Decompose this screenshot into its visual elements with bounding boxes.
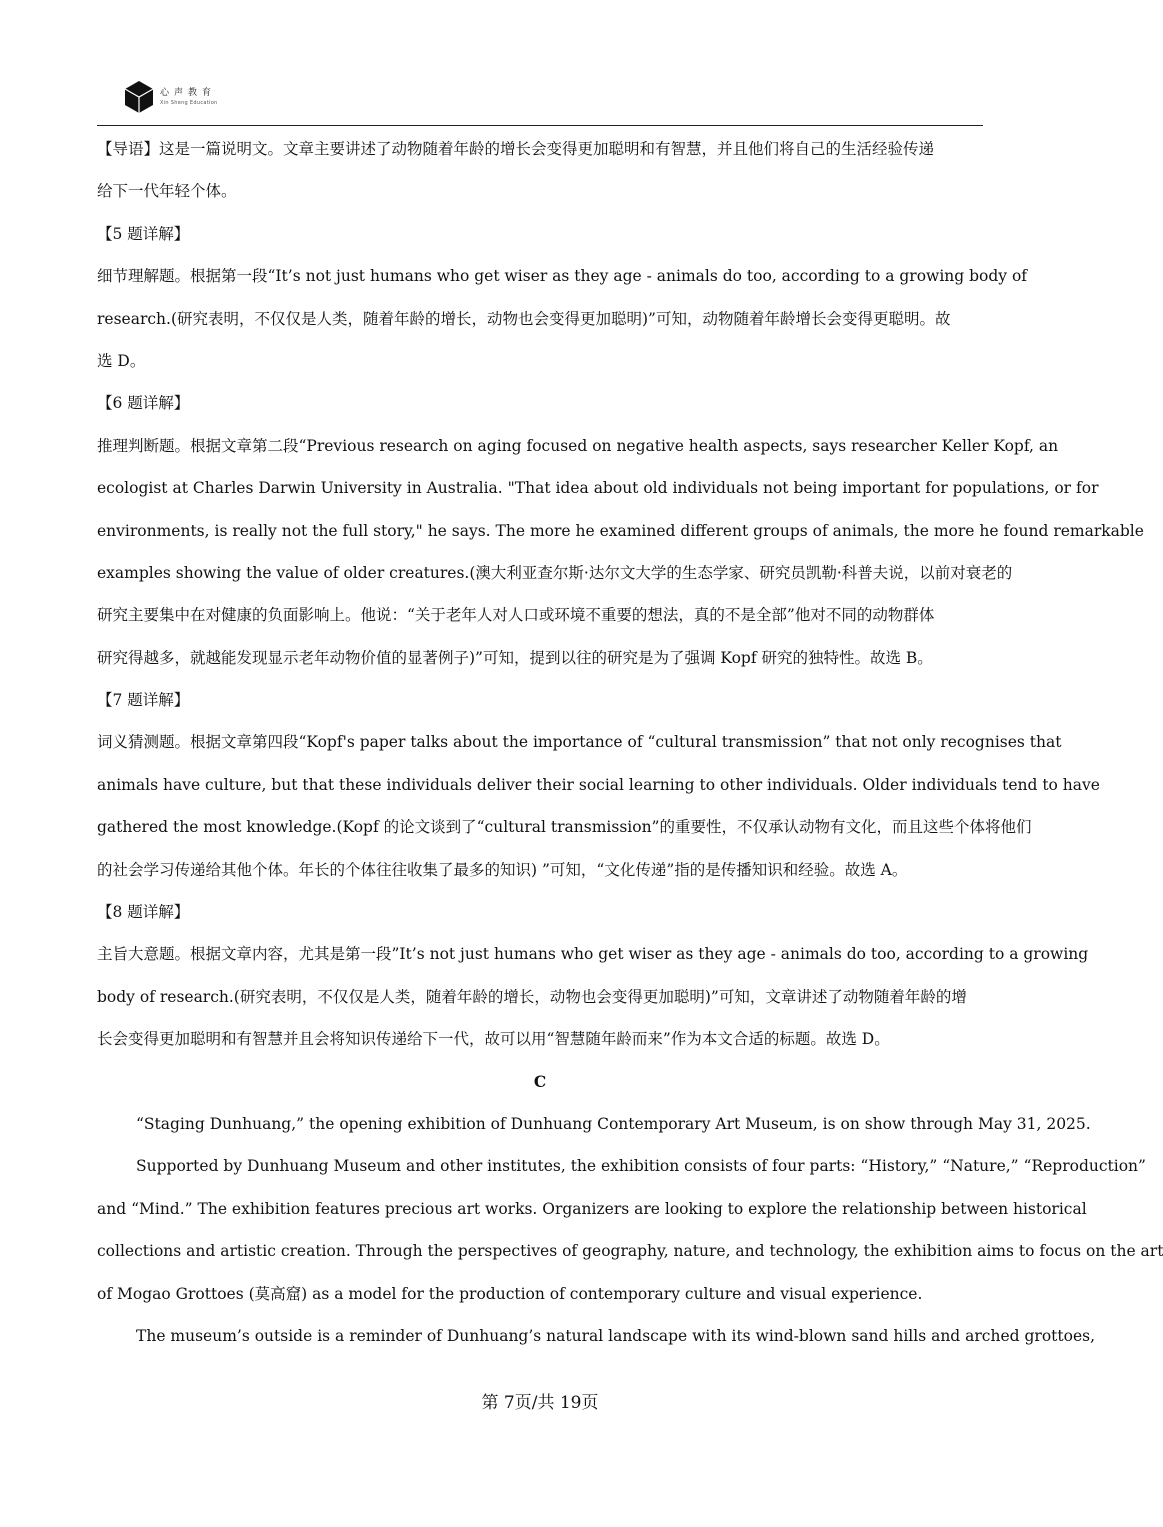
passage-line: and “Mind.” The exhibition features precious art works. Organizers are looking to explore the relationship between historical: [97, 1199, 1087, 1218]
header-divider: [97, 125, 983, 126]
section-heading-q6: 【6 题详解】: [97, 394, 190, 413]
hexagon-cube-logo-icon: [124, 80, 154, 114]
page-content: [97, 128, 1163, 1357]
explanation-line: 的社会学习传递给其他个体。年长的个体往往收集了最多的知识) ”可知，“文化传递”指的是传播知识和经验。故选 A。: [97, 860, 908, 879]
explanation-line: 推理判断题。根据文章第二段“Previous research on aging focused on negative health aspects, says researcher Keller Kopf, an: [97, 436, 1059, 455]
intro-line: 【导语】这是一篇说明文。文章主要讲述了动物随着年龄的增长会变得更加聪明和有智慧，并且他们将自己的生活经验传递: [97, 140, 935, 158]
logo-english-name: Xin Sheng Education: [160, 100, 218, 106]
explanation-line: research.(研究表明，不仅仅是人类，随着年龄的增长，动物也会变得更加聪明)”可知，动物随着年龄增长会变得更聪明。故: [97, 309, 951, 328]
explanation-line: body of research.(研究表明，不仅仅是人类，随着年龄的增长，动物也会变得更加聪明)”可知，文章讲述了动物随着年龄的增: [97, 987, 967, 1006]
explanation-line: 主旨大意题。根据文章内容，尤其是第一段”It’s not just humans who get wiser as they age - animals do too, according to a growing: [97, 945, 1089, 964]
explanation-line: 研究得越多，就越能发现显示老年动物价值的显著例子)”可知，提到以往的研究是为了强调 Kopf 研究的独特性。故选 B。: [97, 648, 933, 667]
intro-line: 给下一代年轻个体。: [97, 182, 237, 201]
passage-line: collections and artistic creation. Through the perspectives of geography, nature, and technology, the exhibition aims to focus on the art: [97, 1242, 1163, 1261]
passage-line: of Mogao Grottoes (莫高窟) as a model for the production of contemporary culture and visual experience.: [97, 1284, 923, 1303]
page-number: 第 7页/共 19页: [481, 1393, 599, 1413]
explanation-line: 词义猜测题。根据文章第四段“Kopf's paper talks about the importance of “cultural transmission” that not only recognises that: [97, 733, 1062, 752]
passage-c-title: C: [533, 1071, 547, 1091]
passage-line: The museum’s outside is a reminder of Dunhuang’s natural landscape with its wind-blown sand hills and arched grottoes,: [136, 1326, 1095, 1345]
explanation-line: environments, is really not the full story," he says. The more he examined different groups of animals, the more he found remarkable: [97, 521, 1144, 540]
logo-chinese-name: 心声教育: [160, 88, 217, 98]
explanation-line: examples showing the value of older creatures.(澳大利亚查尔斯·达尔文大学的生态学家、研究员凯勒·科普夫说，以前对衰老的: [97, 563, 1013, 582]
publisher-logo: [124, 80, 218, 114]
section-heading-q8: 【8 题详解】: [97, 903, 190, 922]
section-heading-q7: 【7 题详解】: [97, 691, 190, 710]
explanation-line: animals have culture, but that these individuals deliver their social learning to other individuals. Older individuals tend to have: [97, 775, 1100, 794]
explanation-line: gathered the most knowledge.(Kopf 的论文谈到了“cultural transmission”的重要性，不仅承认动物有文化，而且这些个体将他们: [97, 818, 1032, 837]
explanation-line: 细节理解题。根据第一段“It’s not just humans who get wiser as they age - animals do too, according to a growing body of: [97, 267, 1028, 286]
logo-text: [160, 87, 218, 107]
explanation-line: 选 D。: [97, 351, 146, 370]
section-heading-q5: 【5 题详解】: [97, 224, 190, 243]
explanation-line: 研究主要集中在对健康的负面影响上。他说：“关于老年人对人口或环境不重要的想法，真的不是全部”他对不同的动物群体: [97, 606, 935, 625]
passage-line: “Staging Dunhuang,” the opening exhibition of Dunhuang Contemporary Art Museum, is on show through May 31, 2025.: [136, 1114, 1091, 1133]
explanation-line: ecologist at Charles Darwin University in Australia. "That idea about old individuals not being important for populations, or for: [97, 479, 1099, 498]
explanation-line: 长会变得更加聪明和有智慧并且会将知识传递给下一代，故可以用“智慧随年龄而来”作为本文合适的标题。故选 D。: [97, 1030, 890, 1049]
passage-line: Supported by Dunhuang Museum and other institutes, the exhibition consists of four parts: “History,” “Nature,” “Reproduction”: [136, 1157, 1146, 1176]
